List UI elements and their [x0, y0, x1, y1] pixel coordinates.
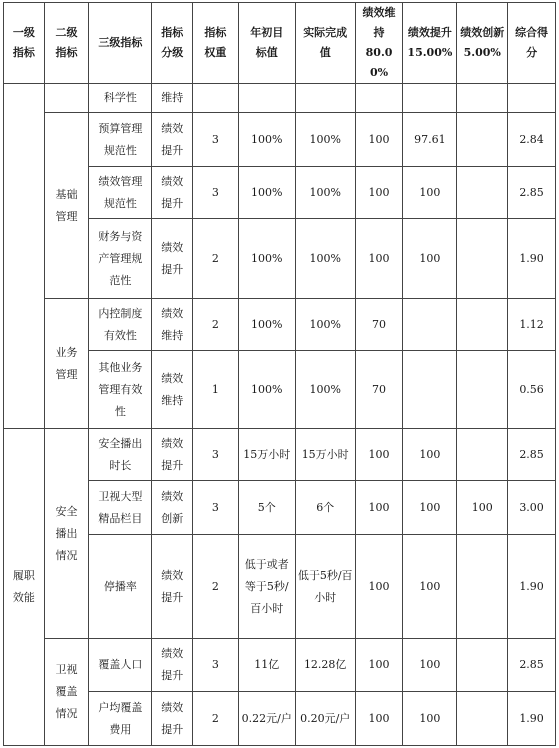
table-row [4, 639, 556, 692]
indicator-maintain [355, 84, 403, 113]
indicator-weight: 2 [193, 219, 239, 299]
table-row [4, 113, 556, 167]
indicator-score: 2.85 [508, 429, 556, 481]
indicator-target: 100% [238, 167, 295, 219]
indicator-improve: 100 [403, 639, 457, 692]
indicator-actual: 6个 [295, 481, 355, 535]
indicator-improve: 97.61 [403, 113, 457, 167]
indicator-name: 绩效管理规范性 [89, 167, 152, 219]
level2-cell-business: 业务管理 [44, 299, 89, 429]
indicator-target: 100% [238, 299, 295, 351]
indicator-grade: 绩效创新 [152, 481, 193, 535]
indicator-name: 安全播出时长 [89, 429, 152, 481]
indicator-target: 5个 [238, 481, 295, 535]
table-row [4, 84, 556, 113]
indicator-weight: 3 [193, 639, 239, 692]
level2-cell-coverage: 卫视覆盖情况 [44, 639, 89, 746]
indicator-improve [403, 351, 457, 429]
indicator-target: 低于或者等于5秒/百小时 [238, 535, 295, 639]
indicator-maintain: 100 [355, 639, 403, 692]
indicator-score: 0.56 [508, 351, 556, 429]
col-improve-header [403, 3, 457, 84]
indicator-maintain: 70 [355, 351, 403, 429]
indicator-target: 15万小时 [238, 429, 295, 481]
indicator-weight: 3 [193, 429, 239, 481]
indicator-actual: 100% [295, 219, 355, 299]
indicator-actual: 100% [295, 351, 355, 429]
col-grade-header: 指标分级 [152, 3, 193, 84]
indicator-score: 1.12 [508, 299, 556, 351]
indicator-innovate [457, 351, 508, 429]
improve-header-label: 绩效提升 [407, 26, 452, 39]
indicator-target: 100% [238, 351, 295, 429]
indicator-maintain: 100 [355, 481, 403, 535]
indicator-maintain: 70 [355, 299, 403, 351]
table-row [4, 299, 556, 351]
improve-header-pct: 15.00% [407, 46, 453, 59]
indicator-name: 覆盖人口 [89, 639, 152, 692]
indicator-innovate [457, 219, 508, 299]
indicator-grade: 绩效提升 [152, 639, 193, 692]
indicator-target [238, 84, 295, 113]
indicator-actual: 15万小时 [295, 429, 355, 481]
header-row [4, 3, 556, 84]
indicator-innovate [457, 692, 508, 746]
indicator-innovate [457, 535, 508, 639]
indicator-name: 卫视大型精品栏目 [89, 481, 152, 535]
col-score-header: 综合得分 [508, 3, 556, 84]
indicator-improve: 100 [403, 429, 457, 481]
indicator-target: 11亿 [238, 639, 295, 692]
indicator-score: 2.85 [508, 167, 556, 219]
col-actual-header: 实际完成值 [295, 3, 355, 84]
indicator-grade: 绩效提升 [152, 535, 193, 639]
indicator-grade: 绩效提升 [152, 113, 193, 167]
indicator-actual: 100% [295, 299, 355, 351]
indicator-grade: 绩效维持 [152, 299, 193, 351]
indicator-grade: 绩效提升 [152, 219, 193, 299]
indicator-weight: 2 [193, 692, 239, 746]
level1-cell-duty: 履职效能 [4, 429, 45, 746]
indicator-name: 户均覆盖费用 [89, 692, 152, 746]
maintain-header-pct: 80.00% [365, 46, 393, 79]
indicator-actual: 0.20元/户 [295, 692, 355, 746]
indicator-innovate [457, 113, 508, 167]
indicator-name: 其他业务管理有效性 [89, 351, 152, 429]
indicator-maintain: 100 [355, 167, 403, 219]
indicator-maintain: 100 [355, 429, 403, 481]
indicator-weight: 3 [193, 167, 239, 219]
col-level3-header: 三级指标 [89, 3, 152, 84]
indicator-improve: 100 [403, 481, 457, 535]
col-maintain-header [355, 3, 403, 84]
level2-cell-broadcast: 安全播出情况 [44, 429, 89, 639]
indicator-improve [403, 299, 457, 351]
indicator-maintain: 100 [355, 219, 403, 299]
indicator-weight: 3 [193, 113, 239, 167]
level2-cell-empty [44, 84, 89, 113]
indicator-grade: 绩效提升 [152, 692, 193, 746]
indicator-improve: 100 [403, 167, 457, 219]
indicator-grade: 绩效提升 [152, 429, 193, 481]
innovate-header-pct: 5.00% [463, 46, 501, 59]
indicator-maintain: 100 [355, 535, 403, 639]
indicator-weight: 2 [193, 299, 239, 351]
indicator-score [508, 84, 556, 113]
indicator-target: 100% [238, 113, 295, 167]
indicator-score: 3.00 [508, 481, 556, 535]
indicator-actual: 100% [295, 113, 355, 167]
indicator-score: 1.90 [508, 219, 556, 299]
indicator-score: 2.85 [508, 639, 556, 692]
indicator-actual: 12.28亿 [295, 639, 355, 692]
indicator-improve [403, 84, 457, 113]
indicator-weight: 3 [193, 481, 239, 535]
indicator-innovate [457, 84, 508, 113]
indicator-innovate [457, 429, 508, 481]
table-row [4, 429, 556, 481]
col-target-header: 年初目标值 [238, 3, 295, 84]
indicator-name: 预算管理规范性 [89, 113, 152, 167]
indicator-maintain: 100 [355, 113, 403, 167]
indicator-innovate [457, 639, 508, 692]
indicator-grade: 绩效维持 [152, 351, 193, 429]
indicator-target: 0.22元/户 [238, 692, 295, 746]
indicator-grade: 绩效提升 [152, 167, 193, 219]
indicator-name: 财务与资产管理规范性 [89, 219, 152, 299]
indicator-actual [295, 84, 355, 113]
indicator-maintain: 100 [355, 692, 403, 746]
indicator-weight [193, 84, 239, 113]
indicator-score: 1.90 [508, 535, 556, 639]
indicator-weight: 1 [193, 351, 239, 429]
indicator-innovate [457, 167, 508, 219]
indicator-target: 100% [238, 219, 295, 299]
indicator-weight: 2 [193, 535, 239, 639]
indicator-improve: 100 [403, 535, 457, 639]
col-level1-header: 一级指标 [4, 3, 45, 84]
level1-cell-management [4, 84, 45, 429]
col-weight-header: 指标权重 [193, 3, 239, 84]
indicator-improve: 100 [403, 692, 457, 746]
indicator-name: 停播率 [89, 535, 152, 639]
maintain-header-label: 绩效维持 [362, 6, 396, 39]
performance-table [3, 2, 556, 746]
indicator-actual: 100% [295, 167, 355, 219]
indicator-name: 内控制度有效性 [89, 299, 152, 351]
col-innovate-header [457, 3, 508, 84]
indicator-innovate: 100 [457, 481, 508, 535]
indicator-actual: 低于5秒/百小时 [295, 535, 355, 639]
indicator-improve: 100 [403, 219, 457, 299]
col-level2-header: 二级指标 [44, 3, 89, 84]
level2-cell-basic: 基础管理 [44, 113, 89, 299]
indicator-name: 科学性 [89, 84, 152, 113]
indicator-innovate [457, 299, 508, 351]
indicator-score: 2.84 [508, 113, 556, 167]
indicator-grade: 维持 [152, 84, 193, 113]
indicator-score: 1.90 [508, 692, 556, 746]
innovate-header-label: 绩效创新 [460, 26, 505, 39]
